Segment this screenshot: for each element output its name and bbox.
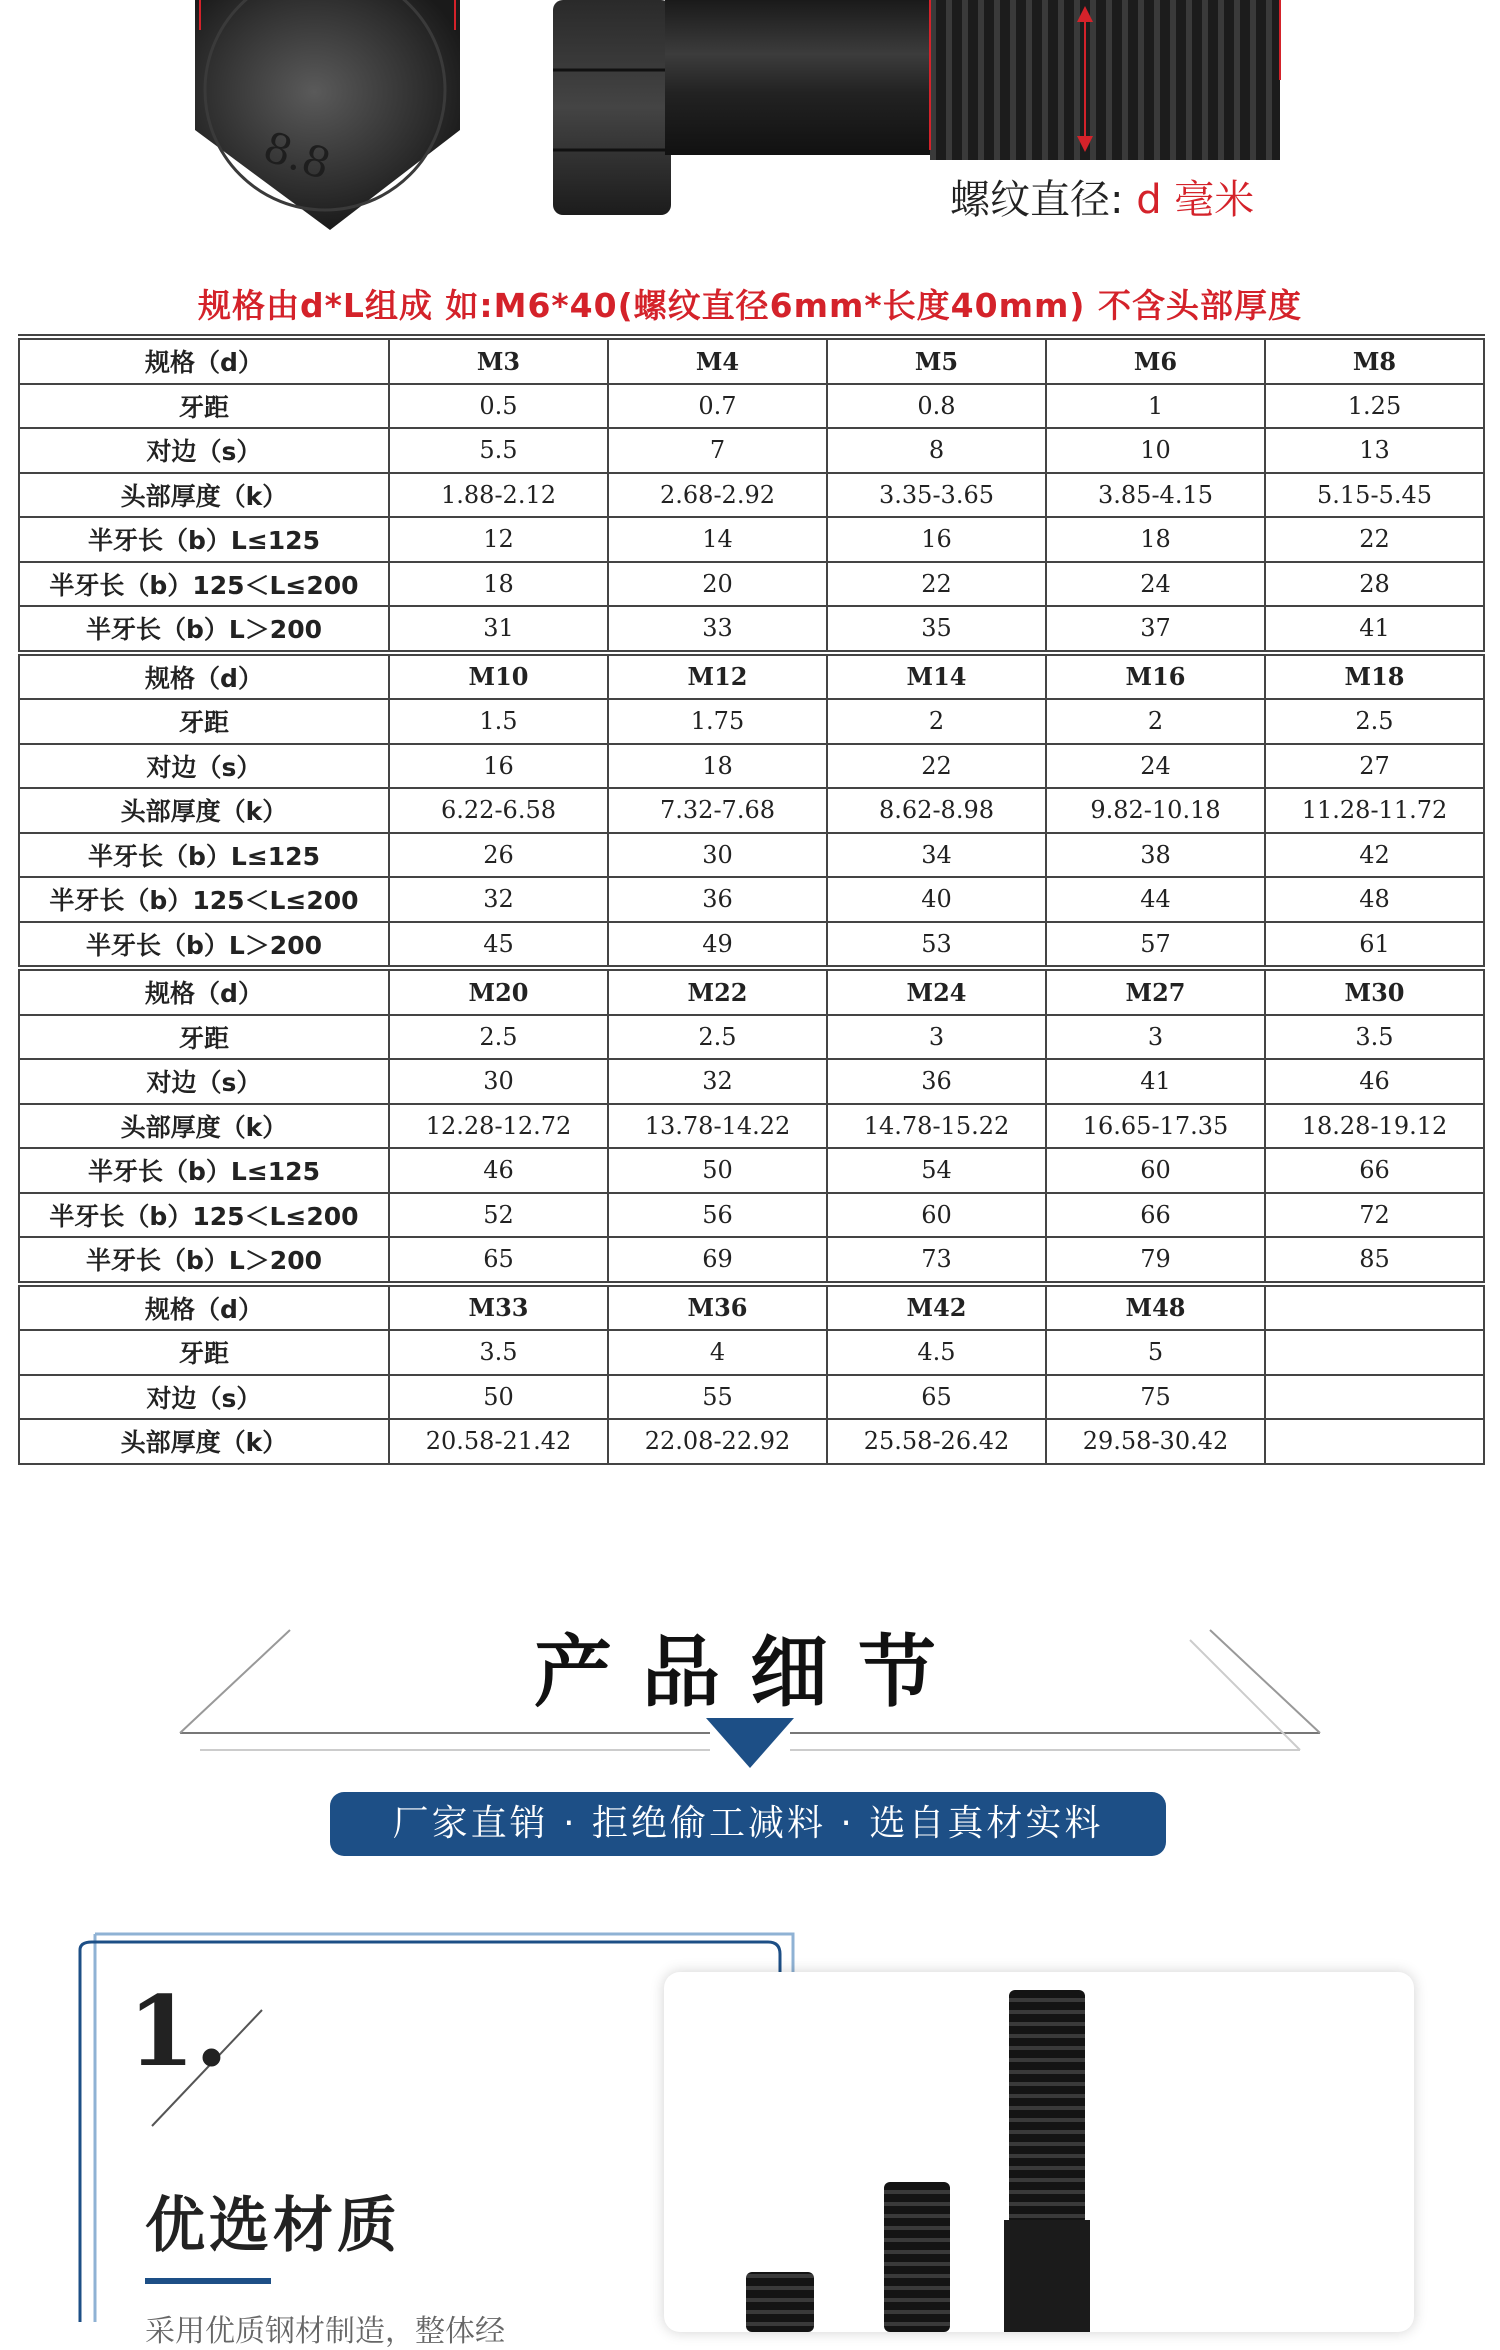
value-cell: 26 [389,833,608,878]
value-cell: 16 [827,517,1046,562]
value-cell: 73 [827,1237,1046,1284]
row-label: 对边（s） [19,1059,389,1104]
bolt-hero-image [0,0,1500,240]
spec-group [19,653,1484,969]
value-cell: 22 [827,744,1046,789]
size-cell: M42 [827,1284,1046,1331]
spec-row-thread-length-200 [19,1193,1484,1238]
value-cell: 50 [389,1375,608,1420]
value-cell: 12.28-12.72 [389,1104,608,1149]
spec-row-across-flats [19,1059,1484,1104]
value-cell: 61 [1265,922,1484,969]
value-cell: 38 [1046,833,1265,878]
size-cell: M5 [827,337,1046,384]
down-triangle-icon [706,1718,794,1768]
head-marking: 8.8 [257,121,337,190]
value-cell: 11.28-11.72 [1265,788,1484,833]
size-cell: M24 [827,968,1046,1015]
value-cell [1265,1419,1484,1464]
row-label: 规格（d） [19,1284,389,1331]
row-label: 半牙长（b）L≤125 [19,1148,389,1193]
card-title: 优选材质 [145,2191,401,2261]
value-cell: 4.5 [827,1330,1046,1375]
value-cell: 31 [389,606,608,653]
value-cell: 18 [1046,517,1265,562]
row-label: 牙距 [19,1330,389,1375]
row-label: 牙距 [19,1015,389,1060]
section-title: 产品细节 [533,1628,966,1718]
spec-row-size [19,968,1484,1015]
row-label: 对边（s） [19,1375,389,1420]
value-cell: 22.08-22.92 [608,1419,827,1464]
row-label: 半牙长（b）L≤125 [19,517,389,562]
value-cell: 5 [1046,1330,1265,1375]
value-cell: 1.88-2.12 [389,473,608,518]
spec-row-thread-length-125 [19,517,1484,562]
value-cell: 35 [827,606,1046,653]
spec-table-wrapper [18,334,1484,1465]
value-cell: 3 [1046,1015,1265,1060]
spec-row-thread-length-over-200 [19,1237,1484,1284]
value-cell: 41 [1046,1059,1265,1104]
size-cell: M16 [1046,653,1265,700]
spec-format-note: 规格由d*L组成 如:M6*40(螺纹直径6mm*长度40mm) 不含头部厚度 [198,286,1302,325]
size-cell: M10 [389,653,608,700]
spec-row-across-flats [19,1375,1484,1420]
value-cell: 65 [389,1237,608,1284]
value-cell: 2.5 [389,1015,608,1060]
value-cell: 13.78-14.22 [608,1104,827,1149]
value-cell: 27 [1265,744,1484,789]
row-label: 半牙长（b）L＞200 [19,1237,389,1284]
value-cell: 69 [608,1237,827,1284]
row-label: 半牙长（b）L＞200 [19,606,389,653]
value-cell: 36 [827,1059,1046,1104]
value-cell: 18 [389,562,608,607]
spec-row-thread-length-200 [19,562,1484,607]
value-cell: 8 [827,428,1046,473]
spec-row-pitch [19,699,1484,744]
size-cell: M18 [1265,653,1484,700]
value-cell: 32 [608,1059,827,1104]
bolt-illustration [0,0,1500,240]
size-cell: M30 [1265,968,1484,1015]
spec-row-size [19,1284,1484,1331]
value-cell: 0.5 [389,384,608,429]
value-cell: 28 [1265,562,1484,607]
thread-diameter-caption [950,168,1254,225]
value-cell: 30 [389,1059,608,1104]
spec-row-thread-length-over-200 [19,606,1484,653]
row-label: 头部厚度（k） [19,1104,389,1149]
spec-row-head-height [19,473,1484,518]
value-cell: 7.32-7.68 [608,788,827,833]
value-cell: 2 [827,699,1046,744]
value-cell: 9.82-10.18 [1046,788,1265,833]
value-cell: 48 [1265,877,1484,922]
size-cell: M22 [608,968,827,1015]
value-cell: 46 [389,1148,608,1193]
spec-table [18,334,1485,1465]
spec-row-across-flats [19,744,1484,789]
value-cell: 30 [608,833,827,878]
value-cell: 55 [608,1375,827,1420]
size-cell: M14 [827,653,1046,700]
row-label: 规格（d） [19,337,389,384]
spec-row-size [19,653,1484,700]
value-cell: 3.5 [389,1330,608,1375]
spec-row-thread-length-over-200 [19,922,1484,969]
value-cell: 3.5 [1265,1015,1484,1060]
row-label: 规格（d） [19,968,389,1015]
row-label: 头部厚度（k） [19,473,389,518]
value-cell: 6.22-6.58 [389,788,608,833]
value-cell: 1.75 [608,699,827,744]
value-cell: 0.7 [608,384,827,429]
value-cell: 3.35-3.65 [827,473,1046,518]
value-cell: 1.25 [1265,384,1484,429]
value-cell: 54 [827,1148,1046,1193]
spec-group [19,968,1484,1284]
value-cell: 3 [827,1015,1046,1060]
row-label: 半牙长（b）125＜L≤200 [19,562,389,607]
value-cell: 72 [1265,1193,1484,1238]
value-cell: 18 [608,744,827,789]
size-cell: M6 [1046,337,1265,384]
value-cell: 13 [1265,428,1484,473]
value-cell: 10 [1046,428,1265,473]
row-label: 头部厚度（k） [19,1419,389,1464]
value-cell: 56 [608,1193,827,1238]
value-cell: 20.58-21.42 [389,1419,608,1464]
value-cell: 1 [1046,384,1265,429]
spec-group [19,337,1484,653]
value-cell: 8.62-8.98 [827,788,1046,833]
spec-row-head-height [19,1104,1484,1149]
value-cell: 40 [827,877,1046,922]
value-cell: 5.15-5.45 [1265,473,1484,518]
product-photo-panel [664,1972,1414,2332]
size-cell: M4 [608,337,827,384]
value-cell: 50 [608,1148,827,1193]
value-cell: 3.85-4.15 [1046,473,1265,518]
value-cell: 41 [1265,606,1484,653]
value-cell: 14.78-15.22 [827,1104,1046,1149]
value-cell: 75 [1046,1375,1265,1420]
spec-row-thread-length-125 [19,833,1484,878]
row-label: 半牙长（b）L＞200 [19,922,389,969]
slogan-banner: 厂家直销 · 拒绝偷工减料 · 选自真材实料 [330,1792,1166,1856]
caption-prefix: 螺纹直径: [950,177,1137,223]
value-cell: 79 [1046,1237,1265,1284]
value-cell: 49 [608,922,827,969]
value-cell: 16.65-17.35 [1046,1104,1265,1149]
row-label: 牙距 [19,384,389,429]
value-cell: 85 [1265,1237,1484,1284]
spec-group [19,1284,1484,1464]
size-cell: M48 [1046,1284,1265,1331]
value-cell: 65 [827,1375,1046,1420]
value-cell: 52 [389,1193,608,1238]
value-cell: 12 [389,517,608,562]
value-cell [1265,1375,1484,1420]
value-cell: 36 [608,877,827,922]
value-cell: 24 [1046,562,1265,607]
size-cell: M12 [608,653,827,700]
size-cell: M20 [389,968,608,1015]
value-cell: 25.58-26.42 [827,1419,1046,1464]
value-cell: 7 [608,428,827,473]
row-label: 规格（d） [19,653,389,700]
bolts-photo [664,1972,1414,2332]
spec-row-across-flats [19,428,1484,473]
value-cell: 33 [608,606,827,653]
spec-row-size [19,337,1484,384]
value-cell: 32 [389,877,608,922]
value-cell: 42 [1265,833,1484,878]
value-cell: 24 [1046,744,1265,789]
size-cell: M3 [389,337,608,384]
row-label: 半牙长（b）L≤125 [19,833,389,878]
row-label: 半牙长（b）125＜L≤200 [19,877,389,922]
spec-row-head-height [19,788,1484,833]
value-cell: 45 [389,922,608,969]
spec-row-pitch [19,1330,1484,1375]
size-cell: M8 [1265,337,1484,384]
row-label: 对边（s） [19,744,389,789]
value-cell: 1.5 [389,699,608,744]
spec-row-pitch [19,1015,1484,1060]
value-cell: 60 [1046,1148,1265,1193]
row-label: 头部厚度（k） [19,788,389,833]
value-cell: 34 [827,833,1046,878]
spec-row-thread-length-200 [19,877,1484,922]
value-cell [1265,1330,1484,1375]
size-cell: M36 [608,1284,827,1331]
row-label: 牙距 [19,699,389,744]
value-cell: 14 [608,517,827,562]
value-cell: 20 [608,562,827,607]
card-body-text: 采用优质钢材制造，整体经 [145,2314,505,2349]
size-cell: M27 [1046,968,1265,1015]
value-cell: 29.58-30.42 [1046,1419,1265,1464]
value-cell: 2 [1046,699,1265,744]
value-cell: 44 [1046,877,1265,922]
size-cell: M33 [389,1284,608,1331]
value-cell: 66 [1265,1148,1484,1193]
value-cell: 66 [1046,1193,1265,1238]
value-cell: 16 [389,744,608,789]
card-number: 1. [128,1975,229,2088]
spec-row-pitch [19,384,1484,429]
row-label: 对边（s） [19,428,389,473]
value-cell: 18.28-19.12 [1265,1104,1484,1149]
caption-value: d 毫米 [1136,177,1255,223]
value-cell: 5.5 [389,428,608,473]
value-cell: 22 [827,562,1046,607]
value-cell: 2.5 [608,1015,827,1060]
row-label: 半牙长（b）125＜L≤200 [19,1193,389,1238]
value-cell: 57 [1046,922,1265,969]
size-cell [1265,1284,1484,1331]
card-title-underline [145,2278,271,2284]
value-cell: 2.68-2.92 [608,473,827,518]
value-cell: 22 [1265,517,1484,562]
value-cell: 53 [827,922,1046,969]
value-cell: 46 [1265,1059,1484,1104]
value-cell: 60 [827,1193,1046,1238]
value-cell: 2.5 [1265,699,1484,744]
value-cell: 37 [1046,606,1265,653]
value-cell: 0.8 [827,384,1046,429]
value-cell: 4 [608,1330,827,1375]
spec-row-thread-length-125 [19,1148,1484,1193]
spec-row-head-height [19,1419,1484,1464]
